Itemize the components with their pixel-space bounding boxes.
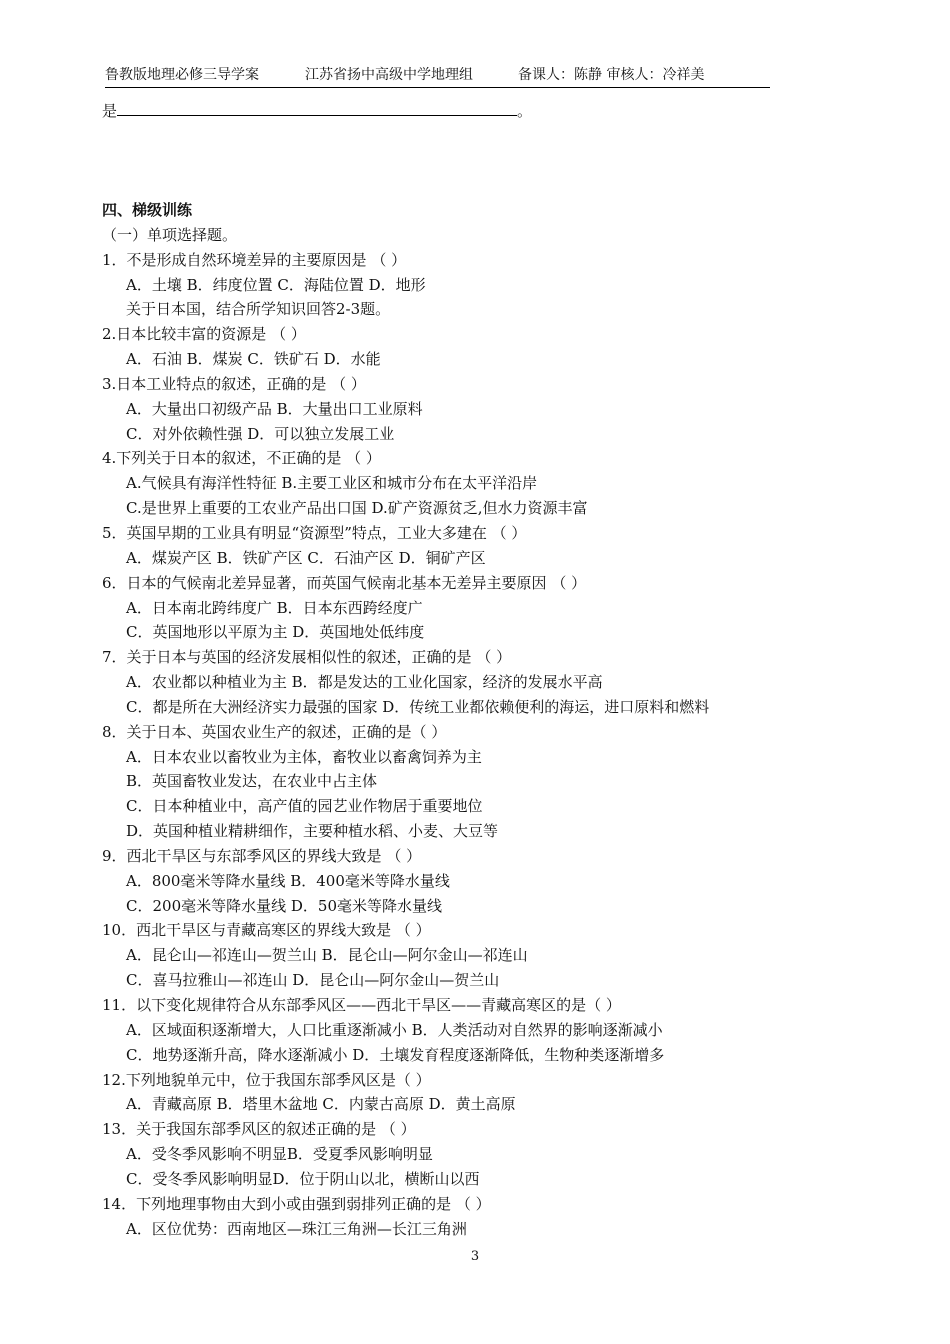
question-10-options-ab: A．昆仑山—祁连山—贺兰山 B．昆仑山—阿尔金山—祁连山 [126, 946, 528, 965]
question-7: 7．关于日本与英国的经济发展相似性的叙述，正确的是 （ ） [102, 648, 512, 667]
exercise-content [102, 198, 782, 1241]
question-3-options-cd: C．对外依赖性强 D．可以独立发展工业 [126, 424, 395, 443]
question-8-option-d: D．英国种植业精耕细作，主要种植水稻、小麦、大豆等 [126, 822, 499, 841]
answer-blank [117, 101, 517, 116]
question-1: 1．不是形成自然环境差异的主要原因是 （ ） [102, 250, 407, 269]
header-course-title: 鲁教版地理必修三导学案 [105, 67, 259, 83]
question-13-options-cd: C．受冬季风影响明显D．位于阴山以北，横断山以西 [126, 1169, 480, 1188]
question-12: 12.下列地貌单元中，位于我国东部季风区是（ ） [102, 1070, 431, 1089]
page-number: 3 [470, 1249, 480, 1264]
question-14-option-a: A．区位优势：西南地区—珠江三角洲—长江三角洲 [126, 1219, 467, 1238]
section-title: 四、梯级训练 [102, 201, 193, 219]
question-6-options-ab: A．日本南北跨纬度广 B．日本东西跨经度广 [126, 598, 423, 617]
question-8-option-b: B．英国畜牧业发达，在农业中占主体 [126, 772, 378, 791]
question-12-options: A．青藏高原 B．塔里木盆地 C．内蒙古高原 D．黄土高原 [126, 1095, 516, 1114]
question-6: 6．日本的气候南北差异显著，而英国气候南北基本无差异主要原因 （ ） [102, 573, 587, 592]
question-9: 9．西北干旱区与东部季风区的界线大致是 （ ） [102, 846, 422, 865]
question-1-options: A．土壤 B．纬度位置 C．海陆位置 D．地形 [126, 275, 426, 294]
question-11-options-cd: C．地势逐渐升高，降水逐渐减小 D．土壤发育程度逐渐降低，生物种类逐渐增多 [126, 1045, 665, 1064]
question-7-options-cd: C．都是所在大洲经济实力最强的国家 D．传统工业都依赖便利的海运，进口原料和燃料 [126, 697, 710, 716]
question-10: 10．西北干旱区与青藏高寒区的界线大致是 （ ） [102, 921, 431, 940]
question-5: 5．英国早期的工业具有明显“资源型”特点，工业大多建在 （ ） [102, 523, 527, 542]
fill-in-blank-line [102, 100, 572, 122]
question-group-note: 关于日本国，结合所学知识回答2-3题。 [126, 300, 391, 319]
question-4: 4.下列关于日本的叙述，不正确的是 （ ） [102, 449, 381, 468]
question-5-options: A．煤炭产区 B．铁矿产区 C．石油产区 D．铜矿产区 [126, 548, 486, 567]
question-13: 13．关于我国东部季风区的叙述正确的是 （ ） [102, 1120, 416, 1139]
question-14: 14．下列地理事物由大到小或由强到弱排列正确的是 （ ） [102, 1194, 491, 1213]
fill-line-suffix: 。 [517, 102, 533, 120]
question-2: 2.日本比较丰富的资源是 （ ） [102, 325, 306, 344]
question-2-options: A．石油 B．煤炭 C．铁矿石 D．水能 [126, 350, 381, 369]
question-11: 11．以下变化规律符合从东部季风区——西北干旱区——青藏高寒区的是（ ） [102, 996, 621, 1014]
question-3: 3.日本工业特点的叙述，正确的是 （ ） [102, 374, 366, 393]
header-authors: 备课人：陈静 审核人：冷祥美 [518, 67, 705, 83]
question-8-option-a: A．日本农业以畜牧业为主体，畜牧业以畜禽饲养为主 [126, 747, 482, 766]
question-11-options-ab: A．区域面积逐渐增大，人口比重逐渐减小 B．人类活动对自然界的影响逐渐减小 [126, 1020, 663, 1039]
question-10-options-cd: C．喜马拉雅山—祁连山 D．昆仑山—阿尔金山—贺兰山 [126, 971, 500, 990]
subsection-title: （一）单项选择题。 [102, 225, 238, 244]
fill-line-prefix: 是 [102, 102, 118, 120]
question-7-options-ab: A．农业都以种植业为主 B．都是发达的工业化国家，经济的发展水平高 [126, 673, 603, 692]
question-3-options-ab: A．大量出口初级产品 B．大量出口工业原料 [126, 399, 423, 418]
question-4-options-ab: A.气候具有海洋性特征 B.主要工业区和城市分布在太平洋沿岸 [126, 474, 538, 493]
question-9-options-ab: A．800毫米等降水量线 B．400毫米等降水量线 [126, 871, 450, 890]
question-4-options-cd: C.是世界上重要的工农业产品出口国 D.矿产资源贫乏,但水力资源丰富 [126, 499, 588, 518]
question-8-option-c: C．日本种植业中，高产值的园艺业作物居于重要地位 [126, 797, 483, 816]
question-9-options-cd: C．200毫米等降水量线 D．50毫米等降水量线 [126, 896, 442, 915]
question-13-options-ab: A．受冬季风影响不明显B．受夏季风影响明显 [126, 1145, 433, 1164]
question-6-options-cd: C．英国地形以平原为主 D．英国地处低纬度 [126, 623, 425, 642]
page-header [105, 65, 770, 88]
question-8: 8．关于日本、英国农业生产的叙述，正确的是（ ） [102, 722, 447, 741]
header-school-group: 江苏省扬中高级中学地理组 [305, 67, 473, 83]
